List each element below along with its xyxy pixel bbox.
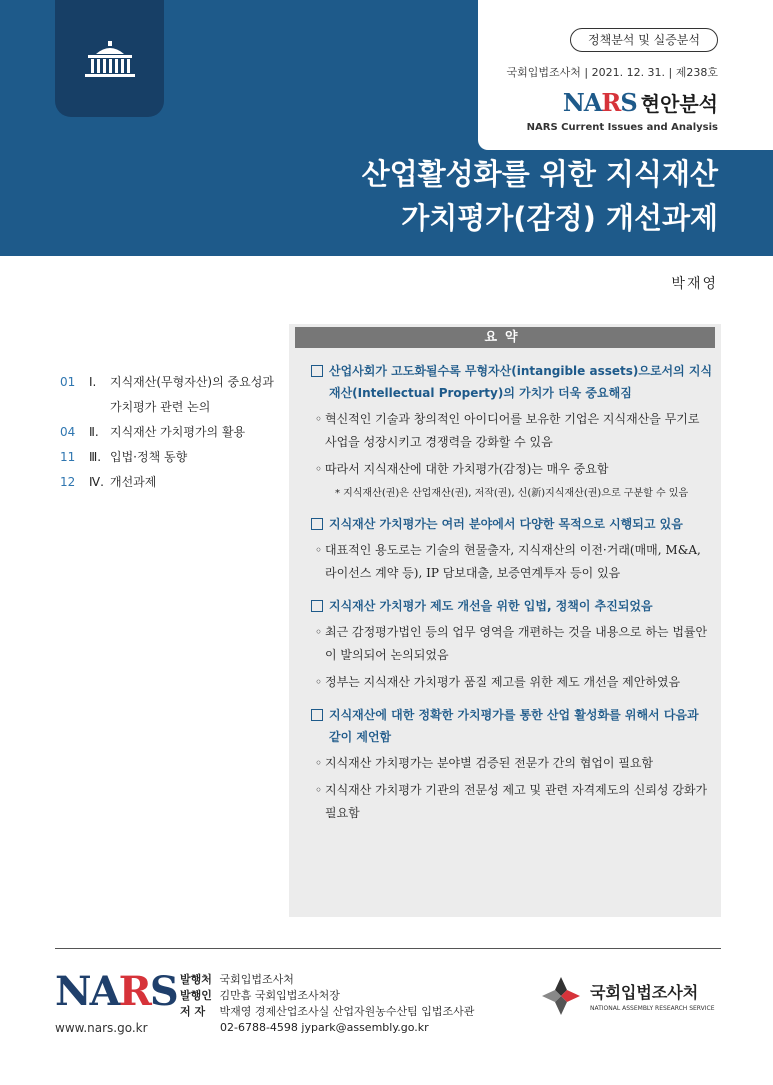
series-name: 현안분석 <box>640 92 718 116</box>
issue-info: 국회입법조사처 | 2021. 12. 31. | 제238호 <box>506 66 718 79</box>
toc-text-continued: 가치평가 관련 논의 <box>110 400 211 414</box>
toc-page: 04 <box>60 425 76 439</box>
publication-info <box>180 972 474 1036</box>
bullet-item <box>311 408 713 454</box>
category-badge: 정책분석 및 실증분석 <box>570 28 718 52</box>
bullet-dot-icon: ◦ <box>315 543 323 557</box>
publisher-value: 국회입법조사처 <box>219 973 294 986</box>
summary-title: 요약 <box>295 327 715 348</box>
toc-item[interactable] <box>60 470 285 495</box>
title-line-2: 가치평가(감정) 개선과제 <box>401 201 718 235</box>
summary-section <box>311 704 713 825</box>
bullet-text: 정부는 지식재산 가치평가 품질 제고를 위한 제도 개선을 제안하였음 <box>325 675 681 689</box>
series-subtitle: NARS Current Issues and Analysis <box>526 122 718 133</box>
contact-row <box>180 1020 474 1036</box>
toc-roman: Ⅰ. <box>89 375 97 389</box>
toc-text: 지식재산 가치평가의 활용 <box>110 425 246 439</box>
author-label: 저 자 <box>180 1005 206 1018</box>
contact-value[interactable]: 02-6788-4598 jypark@assembly.go.kr <box>220 1021 429 1034</box>
summary-box <box>289 324 721 917</box>
section-heading <box>311 595 713 617</box>
section-heading <box>311 360 713 404</box>
toc-page: 01 <box>60 375 76 389</box>
summary-section <box>311 360 713 503</box>
bullet-item <box>311 458 713 481</box>
toc-item[interactable] <box>60 370 285 395</box>
assembly-logo-box <box>55 0 164 117</box>
footer-nars-logo: NARS <box>55 968 177 1015</box>
bullet-item <box>311 752 713 775</box>
issuer-label: 발행인 <box>180 989 212 1002</box>
author-name: 박재영 <box>671 276 718 292</box>
toc-text: 입법·정책 동향 <box>110 450 188 464</box>
series-brand <box>563 88 718 117</box>
section-heading <box>311 513 713 535</box>
bullet-item <box>311 671 713 694</box>
bullet-text: 지식재산 가치평가 기관의 전문성 제고 및 관련 자격제도의 신뢰성 강화가 필요함 <box>325 783 708 820</box>
toc-roman: Ⅲ. <box>89 450 102 464</box>
toc-roman: Ⅳ. <box>89 475 104 489</box>
checkbox-square-icon <box>311 365 323 377</box>
org-name: 국회입법조사처 <box>590 983 699 1002</box>
website-link[interactable]: www.nars.go.kr <box>55 1021 148 1035</box>
publisher-label: 발행처 <box>180 973 212 986</box>
section-heading-text: 산업사회가 고도화될수록 무형자산(intangible assets)으로서의 지식재산(Intellectual Property)의 가치가 더욱 중요해짐 <box>329 364 713 400</box>
research-service-logo <box>540 975 715 1017</box>
header-banner <box>0 0 773 256</box>
issuer-value: 김만흠 국회입법조사처장 <box>219 989 340 1002</box>
bullet-text: 최근 감정평가법인 등의 업무 영역을 개편하는 것을 내용으로 하는 법률안이 발의되어 논의되었음 <box>325 625 708 662</box>
bullet-item <box>311 779 713 825</box>
footnote: * 지식재산(권)은 산업재산(권), 저작(권), 신(新)지식재산(권)으로 구분할 수 있음 <box>335 488 689 499</box>
bullet-item <box>311 621 713 667</box>
title-line-1: 산업활성화를 위한 지식재산 <box>361 157 718 191</box>
footer-divider <box>55 948 721 949</box>
toc-text: 개선과제 <box>110 475 157 489</box>
bullet-dot-icon: ◦ <box>315 625 323 639</box>
section-heading-text: 지식재산에 대한 정확한 가치평가를 통한 산업 활성화를 위해서 다음과 같이 제언함 <box>329 708 699 744</box>
toc-item[interactable] <box>60 420 285 445</box>
publisher-row <box>180 972 474 988</box>
toc-item[interactable] <box>60 445 285 470</box>
checkbox-square-icon <box>311 709 323 721</box>
nars-wordmark: NARS <box>562 88 637 117</box>
section-heading-text: 지식재산 가치평가는 여러 분야에서 다양한 목적으로 시행되고 있음 <box>329 517 683 531</box>
checkbox-square-icon <box>311 600 323 612</box>
bullet-dot-icon: ◦ <box>315 412 323 426</box>
bullet-dot-icon: ◦ <box>315 462 323 476</box>
report-title <box>362 152 718 240</box>
assembly-building-icon <box>82 40 138 80</box>
issuer-row <box>180 988 474 1004</box>
bullet-text: 대표적인 용도로는 기술의 현물출자, 지식재산의 이전·거래(매매, M&A, 라이선스 계약 등), IP 담보대출, 보증연계투자 등이 있음 <box>325 543 701 580</box>
bullet-text: 지식재산 가치평가는 분야별 검증된 전문가 간의 협업이 필요함 <box>325 756 654 770</box>
nars-emblem-icon <box>540 975 582 1017</box>
toc-roman: Ⅱ. <box>89 425 99 439</box>
bullet-dot-icon: ◦ <box>315 675 323 689</box>
bullet-item <box>311 539 713 585</box>
section-heading <box>311 704 713 748</box>
summary-body <box>311 360 713 835</box>
checkbox-square-icon <box>311 518 323 530</box>
org-name-english: NATIONAL ASSEMBLY RESEARCH SERVICE <box>590 1005 715 1012</box>
bullet-text: 혁신적인 기술과 창의적인 아이디어를 보유한 기업은 지식재산을 무기로 사업을 성장시키고 경쟁력을 강화할 수 있음 <box>325 412 700 449</box>
table-of-contents <box>60 370 285 495</box>
bullet-dot-icon: ◦ <box>315 783 323 797</box>
toc-page: 11 <box>60 450 76 464</box>
summary-section <box>311 513 713 585</box>
author-value: 박재영 경제산업조사실 산업자원농수산팀 입법조사관 <box>219 1005 475 1018</box>
author-row <box>180 1004 474 1020</box>
bullet-dot-icon: ◦ <box>315 756 323 770</box>
bullet-text: 따라서 지식재산에 대한 가치평가(감정)는 매우 중요함 <box>325 462 609 476</box>
summary-section <box>311 595 713 694</box>
toc-page: 12 <box>60 475 76 489</box>
toc-text: 지식재산(무형자산)의 중요성과 <box>110 375 274 389</box>
section-heading-text: 지식재산 가치평가 제도 개선을 위한 입법, 정책이 추진되었음 <box>329 599 653 613</box>
